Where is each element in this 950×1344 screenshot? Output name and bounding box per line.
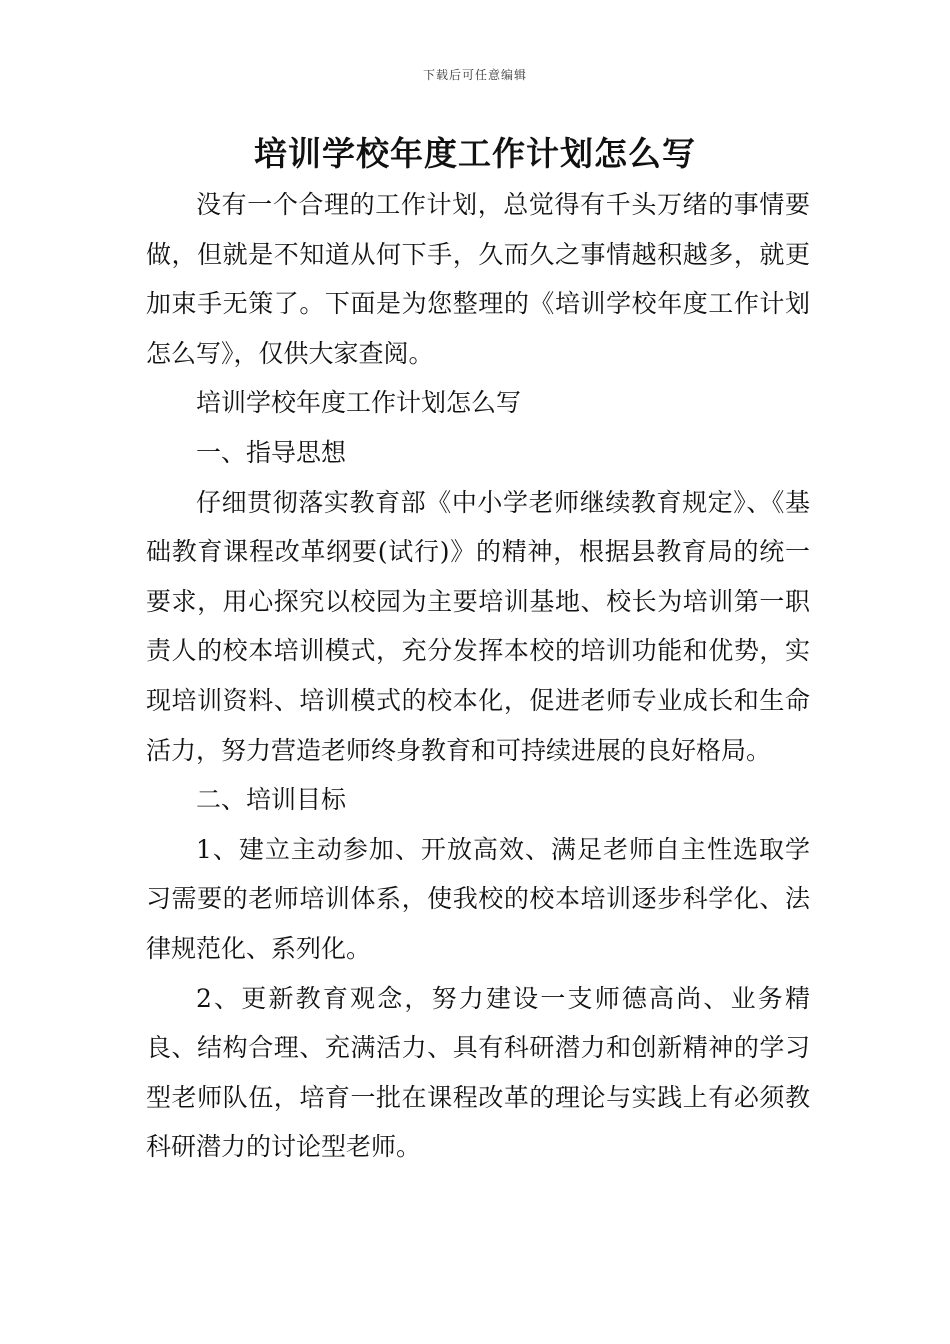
section-heading-guiding-ideology: 一、指导思想 (196, 437, 347, 467)
document-body (146, 180, 810, 1172)
intro-paragraph: 没有一个合理的工作计划，总觉得有千头万绪的事情要做，但就是不知道从何下手，久而久之事情越积越多，就更加束手无策了。下面是为您整理的《培训学校年度工作计划怎么写》，仅供大家查阅。 (146, 190, 810, 368)
training-goal-item-1: 1、建立主动参加、开放高效、满足老师自主性选取学习需要的老师培训体系，使我校的校本培训逐步科学化、法律规范化、系列化。 (146, 834, 810, 963)
training-goal-item-2: 2、更新教育观念，努力建设一支师德高尚、业务精良、结构合理、充满活力、具有科研潜力和创新精神的学习型老师队伍，培育一批在课程改革的理论与实践上有必须教科研潜力的讨论型老师。 (146, 983, 810, 1162)
header-note: 下载后可任意编辑 (422, 68, 527, 82)
guiding-ideology-paragraph: 仔细贯彻落实教育部《中小学老师继续教育规定》、《基础教育课程改革纲要(试行)》的精神，根据县教育局的统一要求，用心探究以校园为主要培训基地、校长为培训第一职责人的校本培训模式，充分发挥本校的培训功能和优势，实现培训资料、培训模式的校本化，促进老师专业成长和生命活力，努力营造老师终身教育和可持续进展的良好格局。 (146, 487, 810, 765)
document-title: 培训学校年度工作计划怎么写 (254, 134, 696, 173)
section-heading-training-goals: 二、培训目标 (196, 785, 347, 815)
subtitle-line: 培训学校年度工作计划怎么写 (196, 388, 522, 418)
